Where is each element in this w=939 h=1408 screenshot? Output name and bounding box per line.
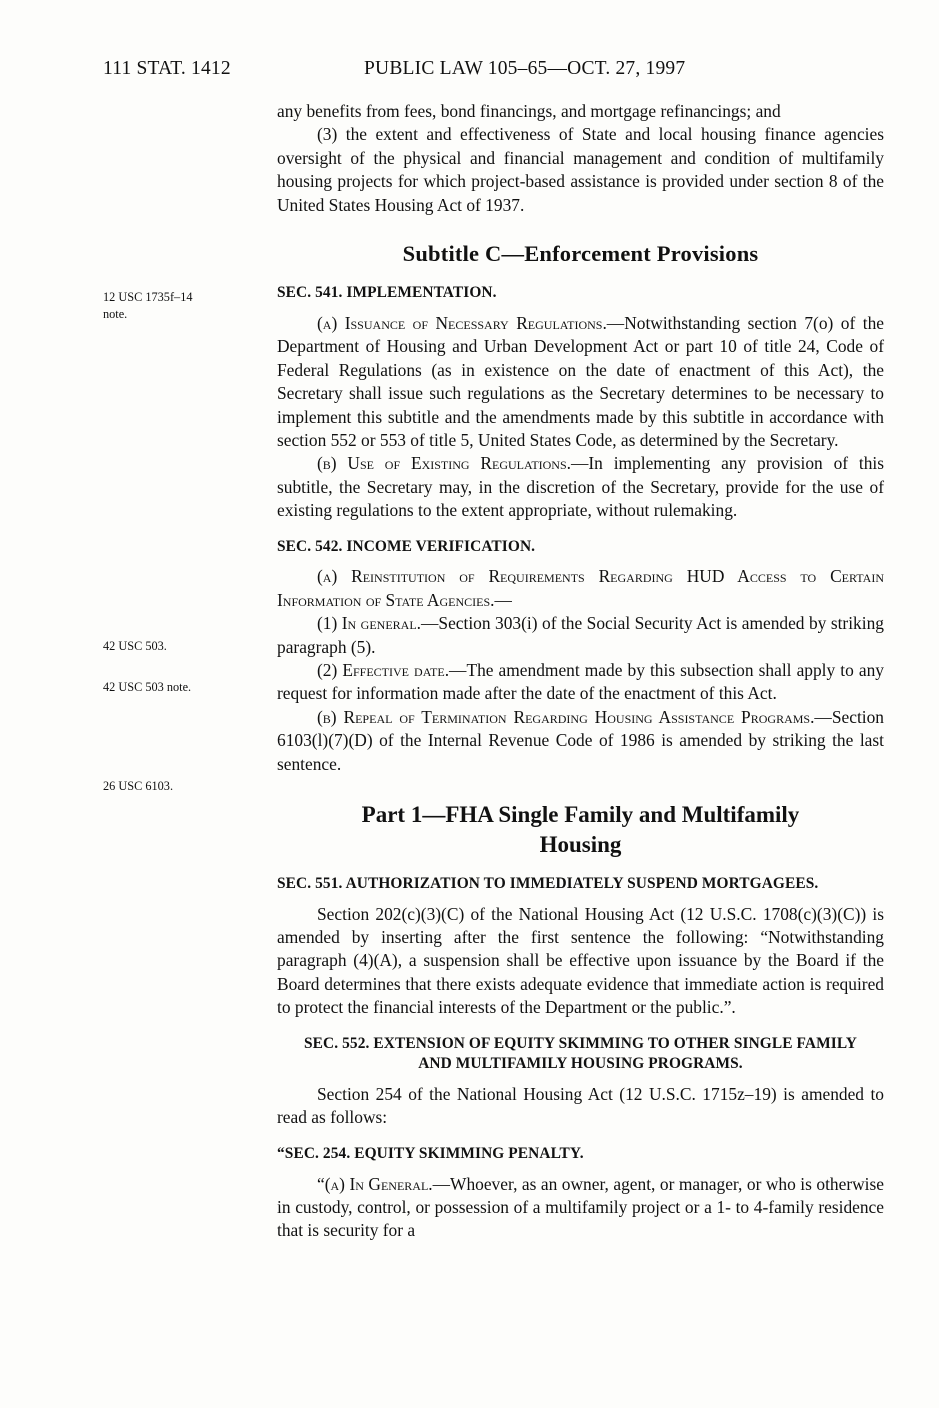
section-552-text: Section 254 of the National Housing Act (12 U.S.C. 1715z–19) is amended to read as follows:: [277, 1084, 884, 1128]
part-1-line-1: Part 1—FHA Single Family and Multifamily: [361, 802, 800, 828]
section-541-b: [277, 452, 884, 522]
section-542-heading: SEC. 542. INCOME VERIFICATION.: [277, 537, 536, 555]
section-254-a-text: Whoever, as an owner, agent, or manager, or who is otherwise in custody, control, or possession of a multifamily project or a 1- to 4-family residence that is security for a: [277, 1173, 884, 1241]
section-542-a-1: [277, 612, 884, 659]
section-542-b-label: (b) Repeal of Termination Regarding Housing Assistance Programs.—: [317, 706, 832, 727]
section-551-heading: SEC. 551. AUTHORIZATION TO IMMEDIATELY SUSPEND MORTGAGEES.: [277, 874, 819, 892]
section-542-a-label: (a) Reinstitution of Requirements Regarding HUD Access to Certain Information of State Agencies.—: [277, 566, 884, 610]
section-552-heading-line-2: AND MULTIFAMILY HOUSING PROGRAMS.: [418, 1055, 743, 1073]
part-1-heading: [277, 800, 884, 860]
section-254-a: [277, 1173, 884, 1243]
section-541-b-label: (b) Use of Existing Regulations.—: [317, 453, 589, 474]
section-552-heading: [277, 1034, 884, 1075]
subtitle-c-heading: Subtitle C—Enforcement Provisions: [402, 241, 759, 267]
part-1-line-2: Housing: [539, 831, 622, 857]
section-541-b-text: In implementing any provision of this subtitle, the Secretary may, in the discretion of the Secretary, provide for the use of existing regulations to the extent appropriate, without rulemaking.: [277, 453, 884, 521]
section-552-heading-line-1: SEC. 552. EXTENSION OF EQUITY SKIMMING TO OTHER SINGLE FAMILY: [304, 1034, 857, 1052]
section-542-a-1-label: (1) In general.—: [317, 613, 439, 634]
section-542-a-1-text: Section 303(i) of the Social Security Act is amended by striking paragraph (5).: [277, 613, 884, 657]
section-541-heading: SEC. 541. IMPLEMENTATION.: [277, 284, 497, 302]
margin-note: 42 USC 503.: [103, 639, 167, 653]
public-law-citation: PUBLIC LAW 105–65—OCT. 27, 1997: [364, 58, 686, 79]
section-542-b: [277, 706, 884, 776]
section-542-b-text: Section 6103(l)(7)(D) of the Internal Revenue Code of 1986 is amended by striking the last sentence.: [277, 706, 884, 774]
main-text-column: [277, 100, 884, 1243]
section-254-heading: “SEC. 254. EQUITY SKIMMING PENALTY.: [277, 1144, 584, 1162]
section-541-a-text: Notwithstanding section 7(o) of the Department of Housing and Urban Development Act or part 10 of title 24, Code of Federal Regulations (as in existence on the date of enactment of this Act), the Secretary shall issue such regulations as the Secretary determines to be necessary to implement this subtitle and the amendments made by this subtitle in accordance with section 552 or 553 of title 5, United States Code, as determined by the Secretary.: [277, 313, 884, 451]
margin-note: 12 USC 1735f–14: [103, 290, 193, 304]
paragraph-3: (3) the extent and effectiveness of State and local housing finance agencies oversight of the physical and financial management and condition of multifamily housing projects for which project-based assistance is provided under section 8 of the United States Housing Act of 1937.: [277, 124, 884, 215]
section-542-a-2-text: The amendment made by this subsection shall apply to any request for information made after the date of the enactment of this Act.: [277, 660, 884, 704]
section-541-a-label: (a) Issuance of Necessary Regulations.—: [317, 313, 625, 333]
margin-note: 42 USC 503 note.: [103, 680, 192, 694]
margin-note: note.: [103, 307, 128, 321]
section-542-a-2: [277, 659, 884, 706]
paragraph-continued: any benefits from fees, bond financings, and mortgage refinancings; and: [277, 101, 781, 121]
section-254-a-label: “(a) In General.—: [317, 1173, 451, 1194]
section-542-a-2-label: (2) Effective date.—: [317, 660, 467, 680]
statute-citation: 111 STAT. 1412: [103, 58, 231, 79]
section-541-a: [277, 312, 884, 452]
section-551-text: Section 202(c)(3)(C) of the National Housing Act (12 U.S.C. 1708(c)(3)(C)) is amended by inserting after the first sentence the following: “Notwithstanding paragraph (4)(A), a suspension shall be effective upon issuance by the Board if the Board determines that there exists adequate evidence that immediate action is required to protect the financial interests of the Department or the public.”.: [277, 903, 884, 1018]
margin-note: 26 USC 6103.: [103, 779, 174, 793]
